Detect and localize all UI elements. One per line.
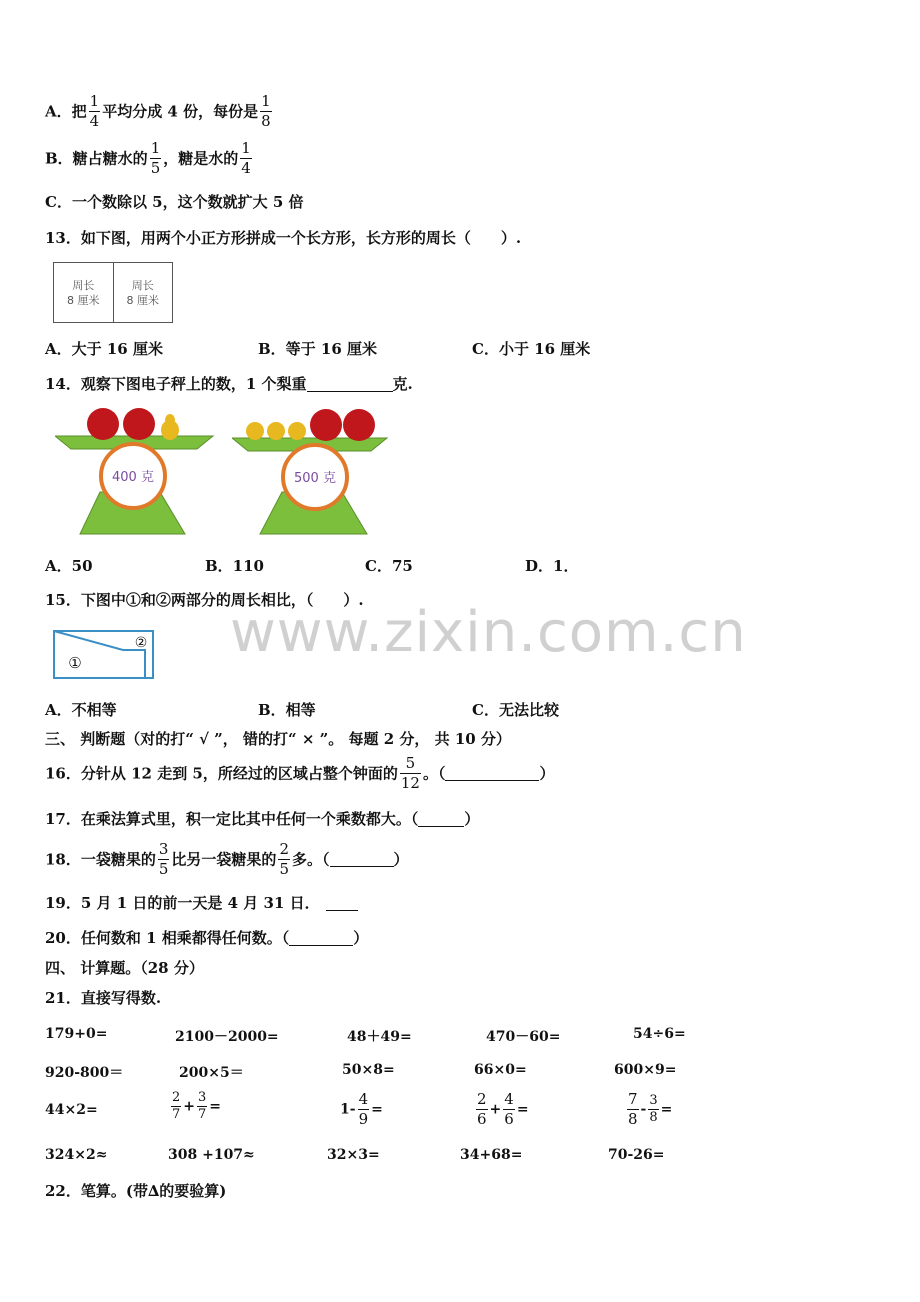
numerator: 4 [358,1090,369,1108]
q14-stem-suffix: 克. [392,375,413,393]
q12-option-a [45,92,274,131]
fraction [158,840,170,879]
numerator: 7 [628,1090,638,1108]
operator: - [640,1101,647,1118]
fraction [278,840,290,879]
q12-a-middle: 平均分成 4 份，每份是 [102,102,259,121]
calc-item: 50×8= [342,1062,395,1078]
answer-blank[interactable] [330,852,394,867]
watermark: www.zixin.com.cn [230,600,747,665]
pear-icon [165,414,175,426]
q18 [45,840,409,879]
numerator: 5 [400,754,421,774]
numerator: 1 [261,92,271,110]
answer-blank[interactable] [326,896,358,911]
q14-option-b: B．110 [205,557,264,575]
calc-item-fraction [625,1090,672,1129]
numerator: 1 [150,139,161,157]
apple-icon [123,408,155,440]
denominator: 5 [158,860,169,878]
fraction [648,1093,658,1126]
pear-icon [246,422,264,440]
fraction [240,139,252,178]
numerator: 3 [198,1090,207,1105]
q17-text: 17．在乘法算式里，积一定比其中任何一个乘数都大。（ [45,810,419,828]
calc-item: 179+0= [45,1026,108,1042]
q16-suffix-close: ） [539,764,555,783]
calc-item: 2100－2000= [175,1029,279,1045]
box-label: 周长 [72,278,95,292]
equals: = [371,1101,383,1118]
numerator: 3 [158,840,169,858]
q14-option-d: D．1． [525,557,579,575]
calc-item: 600×9= [614,1062,677,1078]
q16-prefix: 16．分针从 12 走到 5，所经过的区域占整个钟面的 [45,764,398,783]
denominator: 8 [649,1110,658,1125]
fraction [400,754,421,793]
q17 [45,808,479,829]
q13-figure [53,262,173,323]
calc-item-fraction [340,1090,383,1129]
square-left [54,263,114,322]
operator: + [489,1101,502,1118]
apple-icon [310,409,342,441]
fraction [503,1090,515,1129]
calc-item: 70-26= [608,1147,665,1163]
numerator: 1 [89,92,100,110]
q19-text: 19．5 月 1 日的前一天是 4 月 31 日． [45,894,320,912]
denominator: 6 [504,1110,514,1128]
q16 [45,754,554,793]
denominator: 8 [628,1110,638,1128]
denominator: 7 [198,1107,207,1122]
q14-option-a: A．50 [45,557,93,575]
denominator: 7 [172,1107,181,1122]
apple-icon [343,409,375,441]
calc-item: 48＋49= [347,1029,412,1045]
box-value: 8 厘米 [126,293,159,307]
fraction [627,1090,639,1129]
fraction [260,92,272,131]
q14-stem-prefix: 14．观察下图电子秤上的数，1 个梨重 [45,375,307,393]
answer-blank[interactable] [445,766,539,781]
denominator: 9 [358,1110,369,1128]
fraction [197,1090,207,1123]
fraction [358,1090,370,1129]
q18-middle: 比另一袋糖果的 [171,850,277,869]
q15-option-a: A．不相等 [45,701,117,719]
denominator: 4 [89,112,100,130]
numerator: 4 [504,1090,514,1108]
numerator: 2 [477,1090,487,1108]
denominator: 4 [241,159,251,177]
answer-blank[interactable] [418,812,464,827]
fraction [171,1090,181,1123]
box-value: 8 厘米 [67,293,100,307]
scale-figure-2 [232,404,392,536]
calc-item: 32×3= [327,1147,380,1163]
q13-option-a: A．大于 16 厘米 [45,340,163,358]
q14-option-c: C．75 [365,557,413,575]
q18-prefix: 18．一袋糖果的 [45,850,156,869]
q15-option-b: B．相等 [258,701,316,719]
equals: = [516,1101,529,1118]
q15-stem: 15．下图中①和②两部分的周长相比，（ ）. [45,591,364,609]
apple-icon [87,408,119,440]
q13-option-c: C．小于 16 厘米 [472,340,591,358]
q18-suffix: 多。（ [291,850,330,869]
q21-stem: 21．直接写得数. [45,989,162,1007]
fraction [89,92,101,131]
scale-dial-text: 400 克 [112,470,154,485]
numerator: 2 [172,1090,181,1105]
calc-item: 324×2≈ [45,1147,108,1163]
equals: = [660,1101,673,1118]
numerator: 1 [241,139,251,157]
region-2-label: ② [134,635,148,651]
q18-close: ） [393,850,409,869]
calc-item: 66×0= [474,1062,527,1078]
q16-suffix-open: 。（ [422,764,446,783]
denominator: 6 [477,1110,487,1128]
q19 [45,892,358,913]
q20-text: 20．任何数和 1 相乘都得任何数。（ [45,929,290,947]
q14-stem [45,373,413,394]
q20 [45,927,368,948]
q17-close: ） [464,810,480,828]
pear-icon [267,422,285,440]
scale-dial-text: 500 克 [294,471,336,486]
numerator: 3 [649,1093,658,1108]
calc-item: 200×5＝ [179,1065,244,1081]
region-1-label: ① [68,654,82,672]
denominator: 5 [279,860,289,878]
box-label: 周长 [131,278,154,292]
scale-figure-1 [55,404,215,536]
calc-item: 308 +107≈ [168,1147,255,1163]
prefix: 1- [340,1101,356,1118]
square-right [114,263,173,322]
q12-b-middle: ，糖是水的 [163,149,239,168]
calc-item: 44×2= [45,1102,98,1118]
pear-icon [288,422,306,440]
q20-close: ） [353,929,369,947]
q12-b-prefix: B．糖占糖水的 [45,149,148,168]
calc-item: 34+68= [460,1147,523,1163]
numerator: 2 [279,840,289,858]
calc-item-fraction [474,1090,529,1129]
calc-item: 54÷6= [633,1026,686,1042]
q12-option-b [45,139,254,178]
q15-option-c: C．无法比较 [472,701,559,719]
denominator: 12 [400,774,420,792]
q15-figure [53,630,155,680]
calc-item: 470－60= [486,1029,561,1045]
operator: + [183,1098,196,1115]
denominator: 8 [261,112,271,130]
q12-a-prefix: A．把 [45,102,87,121]
answer-blank[interactable] [307,377,393,392]
q12-option-c: C．一个数除以 5，这个数就扩大 5 倍 [45,193,304,211]
calc-item: 920-800＝ [45,1065,124,1081]
q22-stem: 22．笔算。(带∆的要验算) [45,1182,227,1200]
q13-stem: 13．如下图，用两个小正方形拼成一个长方形，长方形的周长（ ）. [45,229,522,247]
fraction [476,1090,488,1129]
calc-item-fraction [169,1090,221,1123]
section-4-heading: 四、 计算题。（28 分） [45,959,204,977]
fraction [150,139,162,178]
section-3-heading: 三、 判断题（对的打“ √ ”， 错的打“ × ”。 每题 2 分， 共 10 分） [45,730,511,748]
equals: = [209,1098,222,1115]
denominator: 5 [150,159,161,177]
answer-blank[interactable] [289,931,353,946]
q13-option-b: B．等于 16 厘米 [258,340,377,358]
